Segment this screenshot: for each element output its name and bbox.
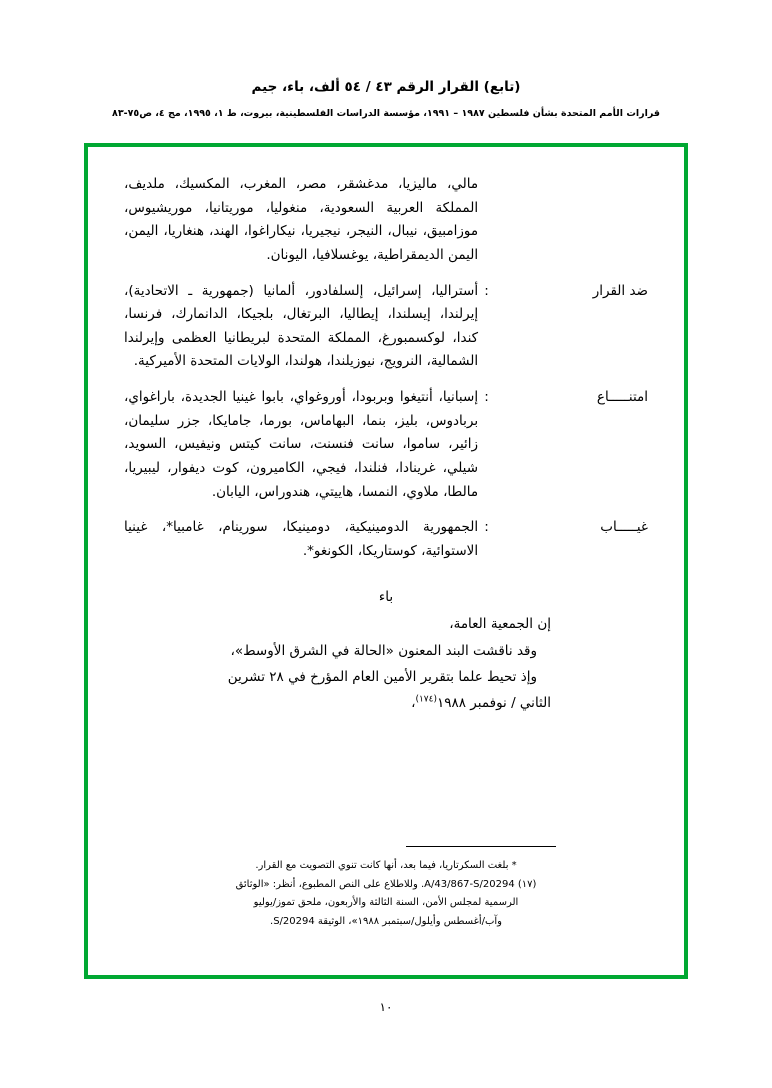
vote-colon: : xyxy=(484,519,489,536)
footnote-block xyxy=(124,857,648,931)
page-number: ١٠ xyxy=(379,1000,393,1014)
preamble-line-4 xyxy=(221,690,551,716)
table-row xyxy=(124,280,648,375)
frame-inner xyxy=(88,147,684,975)
table-row xyxy=(124,173,648,268)
vote-category-label-abstain: امتنـــــاع xyxy=(596,389,648,405)
row-spacer xyxy=(124,268,648,280)
preamble-line-4-tail: ، xyxy=(411,695,416,712)
preamble-line-4-text: الثاني / نوفمبر ١٩٨٨ xyxy=(436,695,551,712)
vote-results-table xyxy=(124,173,648,563)
vote-category-label xyxy=(495,173,648,268)
vote-colon: : xyxy=(484,389,489,405)
footnote-separator-rule xyxy=(406,846,556,847)
table-row xyxy=(124,516,648,563)
vote-country-list: مالي، ماليزيا، مدغشقر، مصر، المغرب، المكسيك، ملديف، المملكة العربية السعودية، منغوليا، موريتانيا، موريشيوس، موزامبيق، نيبال، النيجر، نيجيريا، نيكاراغوا، الهند، هنغاريا، اليمن، اليمن الديمقراطية، يوغسلافيا، اليونان. xyxy=(124,176,479,263)
vote-country-list-abstain: إسبانيا، أنتيغوا وبربودا، أوروغواي، بابوا غينيا الجديدة، باراغواي، بربادوس، بليز، بنما، البهاماس، بورما، جامايكا، جزر سليمان، زائير، ساموا، سانت فنسنت، سانت كيتس ونيفيس، السويد، شيلي، غرينادا، فنلندا، فيجي، الكاميرون، كوت ديفوار، ليبيريا، مالطا، ملاوي، النمسا، هاييتي، هندوراس، اليابان. xyxy=(124,389,479,500)
row-spacer xyxy=(124,504,648,516)
table-row xyxy=(124,386,648,504)
vote-category-label-against: ضد القرار xyxy=(592,282,648,299)
section-letter-heading: باء xyxy=(378,589,394,606)
vote-country-list-against: أستراليا، إسرائيل، إلسلفادور، ألمانيا (جمهورية ـ الاتحادية)، إيرلندا، إيسلندا، إيطاليا، البرتغال، بلجيكا، الدانمارك، فرنسا، كندا، لوكسمبورغ، المملكة المتحدة لبريطانيا العظمى وإيرلندا الشمالية، النرويج، نيوزيلندا، هولندا، الولايات المتحدة الأميركية. xyxy=(124,282,479,370)
green-bordered-content-frame xyxy=(84,143,688,979)
footnote-line-1: * بلغت السكرتاريا، فيما بعد، أنها كانت تنوي التصويت مع القرار. xyxy=(255,860,517,871)
document-header xyxy=(0,0,772,119)
vote-country-list-absent: الجمهورية الدومينيكية، دومينيكا، سورينام، غامبيا*، غينيا الاستوائية، كوستاريكا، الكونغو*. xyxy=(124,519,479,559)
row-spacer xyxy=(124,374,648,386)
resolution-preamble xyxy=(221,611,551,716)
document-source-citation: قرارات الأمم المتحدة بشأن فلسطين ١٩٨٧ – ١٩٩١، مؤسسة الدراسات الفلسطينية، بيروت، ط ١، ١٩٩٥، مج ٤، ص٧٥-٨٣ xyxy=(112,107,660,119)
footnote-line-2: (١٧) A/43/867-S/20294. وللاطلاع على النص المطبوع، أنظر: «الوثائق xyxy=(235,878,537,890)
vote-colon: : xyxy=(484,282,489,299)
footnote-line-3: الرسمية لمجلس الأمن، السنة الثالثة والأربعون، ملحق تموز/يوليو xyxy=(253,897,519,908)
preamble-line-1: إن الجمعية العامة، xyxy=(449,616,551,633)
footnote-reference-marker: (١٧٤) xyxy=(415,694,437,705)
preamble-line-2: وقد ناقشت البند المعنون «الحالة في الشرق الأوسط»، xyxy=(230,642,537,659)
footnote-line-4: وآب/أغسطس وأيلول/سبتمبر ١٩٨٨»، الوثيقة S/20294. xyxy=(270,915,502,927)
preamble-line-3: وإذ تحيط علما بتقرير الأمين العام المؤرخ في ٢٨ تشرين xyxy=(227,669,537,685)
document-title: (تابع) القرار الرقم ٤٣ / ٥٤ ألف، باء، جيم xyxy=(251,79,521,95)
vote-colon xyxy=(478,173,495,268)
vote-category-label-absent: غيـــــاب xyxy=(600,519,648,536)
